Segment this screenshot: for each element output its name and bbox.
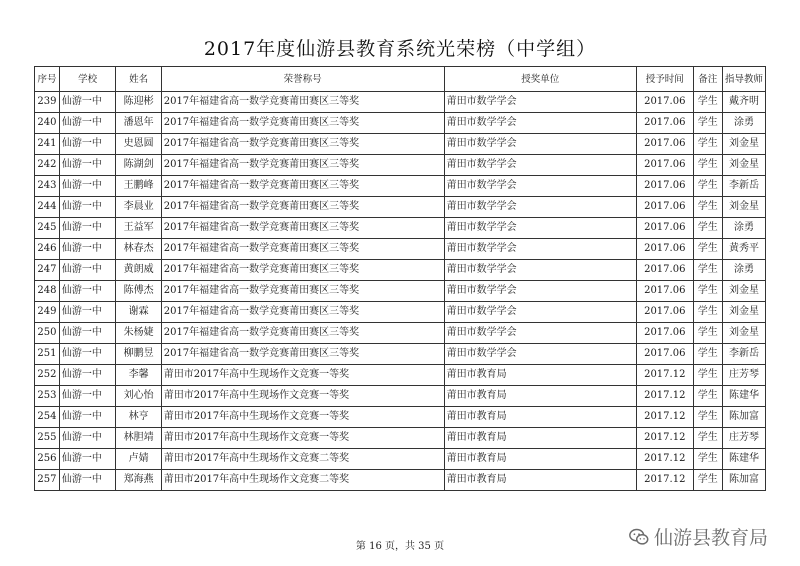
cell-no: 242 (35, 155, 60, 176)
table-row (35, 197, 766, 218)
column-header-no: 序号 (35, 67, 60, 92)
cell-award: 2017年福建省高一数学竞赛莆田赛区三等奖 (161, 197, 444, 218)
table-row (35, 386, 766, 407)
cell-no: 249 (35, 302, 60, 323)
cell-name: 谢霖 (116, 302, 161, 323)
cell-unit: 莆田市数学学会 (444, 176, 636, 197)
cell-no: 240 (35, 113, 60, 134)
cell-teacher: 陈加富 (722, 407, 765, 428)
cell-name: 王益军 (116, 218, 161, 239)
cell-no: 243 (35, 176, 60, 197)
cell-note: 学生 (693, 344, 722, 365)
cell-unit: 莆田市教育局 (444, 407, 636, 428)
cell-note: 学生 (693, 92, 722, 113)
cell-name: 林亨 (116, 407, 161, 428)
column-header-award: 荣誉称号 (161, 67, 444, 92)
cell-teacher: 庄芳琴 (722, 365, 765, 386)
cell-name: 林胆靖 (116, 428, 161, 449)
cell-name: 郑海燕 (116, 470, 161, 491)
cell-note: 学生 (693, 386, 722, 407)
cell-no: 252 (35, 365, 60, 386)
cell-unit: 莆田市数学学会 (444, 197, 636, 218)
cell-date: 2017.06 (636, 281, 693, 302)
cell-award: 2017年福建省高一数学竞赛莆田赛区三等奖 (161, 260, 444, 281)
cell-unit: 莆田市教育局 (444, 428, 636, 449)
cell-teacher: 刘金星 (722, 155, 765, 176)
cell-date: 2017.12 (636, 470, 693, 491)
column-header-name: 姓名 (116, 67, 161, 92)
cell-unit: 莆田市教育局 (444, 365, 636, 386)
cell-note: 学生 (693, 113, 722, 134)
cell-date: 2017.06 (636, 218, 693, 239)
cell-note: 学生 (693, 176, 722, 197)
cell-school: 仙游一中 (59, 344, 116, 365)
watermark (628, 523, 768, 550)
cell-school: 仙游一中 (59, 92, 116, 113)
cell-name: 陈傅杰 (116, 281, 161, 302)
cell-unit: 莆田市数学学会 (444, 92, 636, 113)
cell-unit: 莆田市数学学会 (444, 260, 636, 281)
cell-no: 251 (35, 344, 60, 365)
cell-note: 学生 (693, 302, 722, 323)
cell-name: 柳鹏昱 (116, 344, 161, 365)
cell-teacher: 李新岳 (722, 176, 765, 197)
column-header-teacher: 指导教师 (722, 67, 765, 92)
cell-teacher: 刘金星 (722, 323, 765, 344)
cell-teacher: 庄芳琴 (722, 428, 765, 449)
cell-school: 仙游一中 (59, 470, 116, 491)
cell-school: 仙游一中 (59, 323, 116, 344)
cell-date: 2017.12 (636, 407, 693, 428)
cell-date: 2017.12 (636, 449, 693, 470)
cell-note: 学生 (693, 428, 722, 449)
table-header-row (35, 67, 766, 92)
cell-date: 2017.06 (636, 302, 693, 323)
cell-date: 2017.06 (636, 155, 693, 176)
cell-award: 2017年福建省高一数学竞赛莆田赛区三等奖 (161, 134, 444, 155)
table-row (35, 302, 766, 323)
cell-name: 潘恩年 (116, 113, 161, 134)
cell-name: 刘心怡 (116, 386, 161, 407)
cell-unit: 莆田市数学学会 (444, 218, 636, 239)
cell-date: 2017.06 (636, 323, 693, 344)
cell-award: 莆田市2017年高中生现场作文竞赛二等奖 (161, 449, 444, 470)
cell-school: 仙游一中 (59, 449, 116, 470)
cell-award: 2017年福建省高一数学竞赛莆田赛区三等奖 (161, 155, 444, 176)
page-title: 2017年度仙游县教育系统光荣榜（中学组） (203, 38, 597, 60)
table-row (35, 134, 766, 155)
cell-award: 莆田市2017年高中生现场作文竞赛一等奖 (161, 428, 444, 449)
cell-date: 2017.12 (636, 386, 693, 407)
cell-award: 2017年福建省高一数学竞赛莆田赛区三等奖 (161, 113, 444, 134)
cell-name: 陈湖剑 (116, 155, 161, 176)
cell-note: 学生 (693, 323, 722, 344)
cell-note: 学生 (693, 197, 722, 218)
cell-date: 2017.12 (636, 365, 693, 386)
cell-teacher: 刘金星 (722, 197, 765, 218)
cell-school: 仙游一中 (59, 428, 116, 449)
cell-school: 仙游一中 (59, 134, 116, 155)
cell-teacher: 黄秀平 (722, 239, 765, 260)
cell-unit: 莆田市数学学会 (444, 239, 636, 260)
cell-no: 254 (35, 407, 60, 428)
table-row (35, 113, 766, 134)
cell-award: 2017年福建省高一数学竞赛莆田赛区三等奖 (161, 344, 444, 365)
cell-no: 250 (35, 323, 60, 344)
cell-award: 2017年福建省高一数学竞赛莆田赛区三等奖 (161, 239, 444, 260)
cell-no: 247 (35, 260, 60, 281)
table-row (35, 218, 766, 239)
cell-unit: 莆田市教育局 (444, 449, 636, 470)
cell-teacher: 涂勇 (722, 113, 765, 134)
cell-unit: 莆田市数学学会 (444, 344, 636, 365)
cell-name: 陈迎彬 (116, 92, 161, 113)
watermark-text: 仙游县教育局 (654, 527, 769, 549)
cell-school: 仙游一中 (59, 176, 116, 197)
cell-unit: 莆田市数学学会 (444, 302, 636, 323)
cell-name: 李馨 (116, 365, 161, 386)
cell-no: 248 (35, 281, 60, 302)
cell-teacher: 李新岳 (722, 344, 765, 365)
table-row (35, 176, 766, 197)
cell-no: 241 (35, 134, 60, 155)
cell-note: 学生 (693, 134, 722, 155)
cell-note: 学生 (693, 365, 722, 386)
cell-teacher: 陈加富 (722, 470, 765, 491)
cell-teacher: 刘金星 (722, 281, 765, 302)
cell-school: 仙游一中 (59, 197, 116, 218)
cell-school: 仙游一中 (59, 302, 116, 323)
cell-date: 2017.06 (636, 239, 693, 260)
table-row (35, 407, 766, 428)
cell-award: 2017年福建省高一数学竞赛莆田赛区三等奖 (161, 92, 444, 113)
column-header-school: 学校 (59, 67, 116, 92)
cell-teacher: 刘金星 (722, 134, 765, 155)
cell-school: 仙游一中 (59, 386, 116, 407)
cell-award: 2017年福建省高一数学竞赛莆田赛区三等奖 (161, 323, 444, 344)
cell-award: 2017年福建省高一数学竞赛莆田赛区三等奖 (161, 176, 444, 197)
cell-unit: 莆田市教育局 (444, 386, 636, 407)
cell-school: 仙游一中 (59, 407, 116, 428)
table-row (35, 344, 766, 365)
cell-date: 2017.06 (636, 197, 693, 218)
cell-teacher: 涂勇 (722, 218, 765, 239)
table-row (35, 365, 766, 386)
cell-note: 学生 (693, 407, 722, 428)
cell-no: 253 (35, 386, 60, 407)
cell-award: 2017年福建省高一数学竞赛莆田赛区三等奖 (161, 302, 444, 323)
table-row (35, 428, 766, 449)
cell-date: 2017.06 (636, 344, 693, 365)
cell-note: 学生 (693, 260, 722, 281)
cell-date: 2017.06 (636, 260, 693, 281)
table-row (35, 281, 766, 302)
table-row (35, 470, 766, 491)
table-row (35, 323, 766, 344)
cell-award: 莆田市2017年高中生现场作文竞赛一等奖 (161, 386, 444, 407)
column-header-date: 授予时间 (636, 67, 693, 92)
cell-school: 仙游一中 (59, 113, 116, 134)
wechat-logo-icon (628, 526, 650, 548)
cell-unit: 莆田市教育局 (444, 470, 636, 491)
cell-note: 学生 (693, 218, 722, 239)
cell-award: 莆田市2017年高中生现场作文竞赛一等奖 (161, 365, 444, 386)
table-row (35, 239, 766, 260)
cell-note: 学生 (693, 155, 722, 176)
cell-note: 学生 (693, 281, 722, 302)
cell-teacher: 陈建华 (722, 449, 765, 470)
table-row (35, 92, 766, 113)
page-footer: 第 16 页，共 35 页 (355, 541, 445, 552)
cell-school: 仙游一中 (59, 260, 116, 281)
cell-no: 255 (35, 428, 60, 449)
cell-note: 学生 (693, 449, 722, 470)
cell-school: 仙游一中 (59, 155, 116, 176)
cell-no: 244 (35, 197, 60, 218)
table-row (35, 449, 766, 470)
cell-school: 仙游一中 (59, 218, 116, 239)
cell-name: 朱杨婕 (116, 323, 161, 344)
cell-date: 2017.06 (636, 113, 693, 134)
cell-no: 257 (35, 470, 60, 491)
cell-teacher: 陈建华 (722, 386, 765, 407)
cell-date: 2017.06 (636, 92, 693, 113)
cell-name: 史恩圆 (116, 134, 161, 155)
cell-unit: 莆田市数学学会 (444, 113, 636, 134)
cell-name: 王鹏峰 (116, 176, 161, 197)
cell-unit: 莆田市数学学会 (444, 323, 636, 344)
table-row (35, 260, 766, 281)
cell-school: 仙游一中 (59, 239, 116, 260)
column-header-note: 备注 (693, 67, 722, 92)
table-row (35, 155, 766, 176)
column-header-unit: 授奖单位 (444, 67, 636, 92)
cell-award: 2017年福建省高一数学竞赛莆田赛区三等奖 (161, 218, 444, 239)
cell-name: 黄朗威 (116, 260, 161, 281)
cell-no: 246 (35, 239, 60, 260)
cell-date: 2017.06 (636, 176, 693, 197)
cell-teacher: 涂勇 (722, 260, 765, 281)
cell-unit: 莆田市数学学会 (444, 134, 636, 155)
honor-roll-table (34, 66, 766, 491)
cell-teacher: 戴齐明 (722, 92, 765, 113)
cell-date: 2017.06 (636, 134, 693, 155)
cell-unit: 莆田市数学学会 (444, 155, 636, 176)
cell-date: 2017.12 (636, 428, 693, 449)
cell-unit: 莆田市数学学会 (444, 281, 636, 302)
cell-name: 林春杰 (116, 239, 161, 260)
cell-school: 仙游一中 (59, 365, 116, 386)
cell-note: 学生 (693, 239, 722, 260)
cell-school: 仙游一中 (59, 281, 116, 302)
cell-no: 245 (35, 218, 60, 239)
cell-no: 239 (35, 92, 60, 113)
cell-name: 卢婧 (116, 449, 161, 470)
cell-teacher: 刘金星 (722, 302, 765, 323)
cell-award: 莆田市2017年高中生现场作文竞赛一等奖 (161, 407, 444, 428)
cell-award: 2017年福建省高一数学竞赛莆田赛区三等奖 (161, 281, 444, 302)
cell-note: 学生 (693, 470, 722, 491)
cell-award: 莆田市2017年高中生现场作文竞赛二等奖 (161, 470, 444, 491)
cell-no: 256 (35, 449, 60, 470)
cell-name: 李晨业 (116, 197, 161, 218)
